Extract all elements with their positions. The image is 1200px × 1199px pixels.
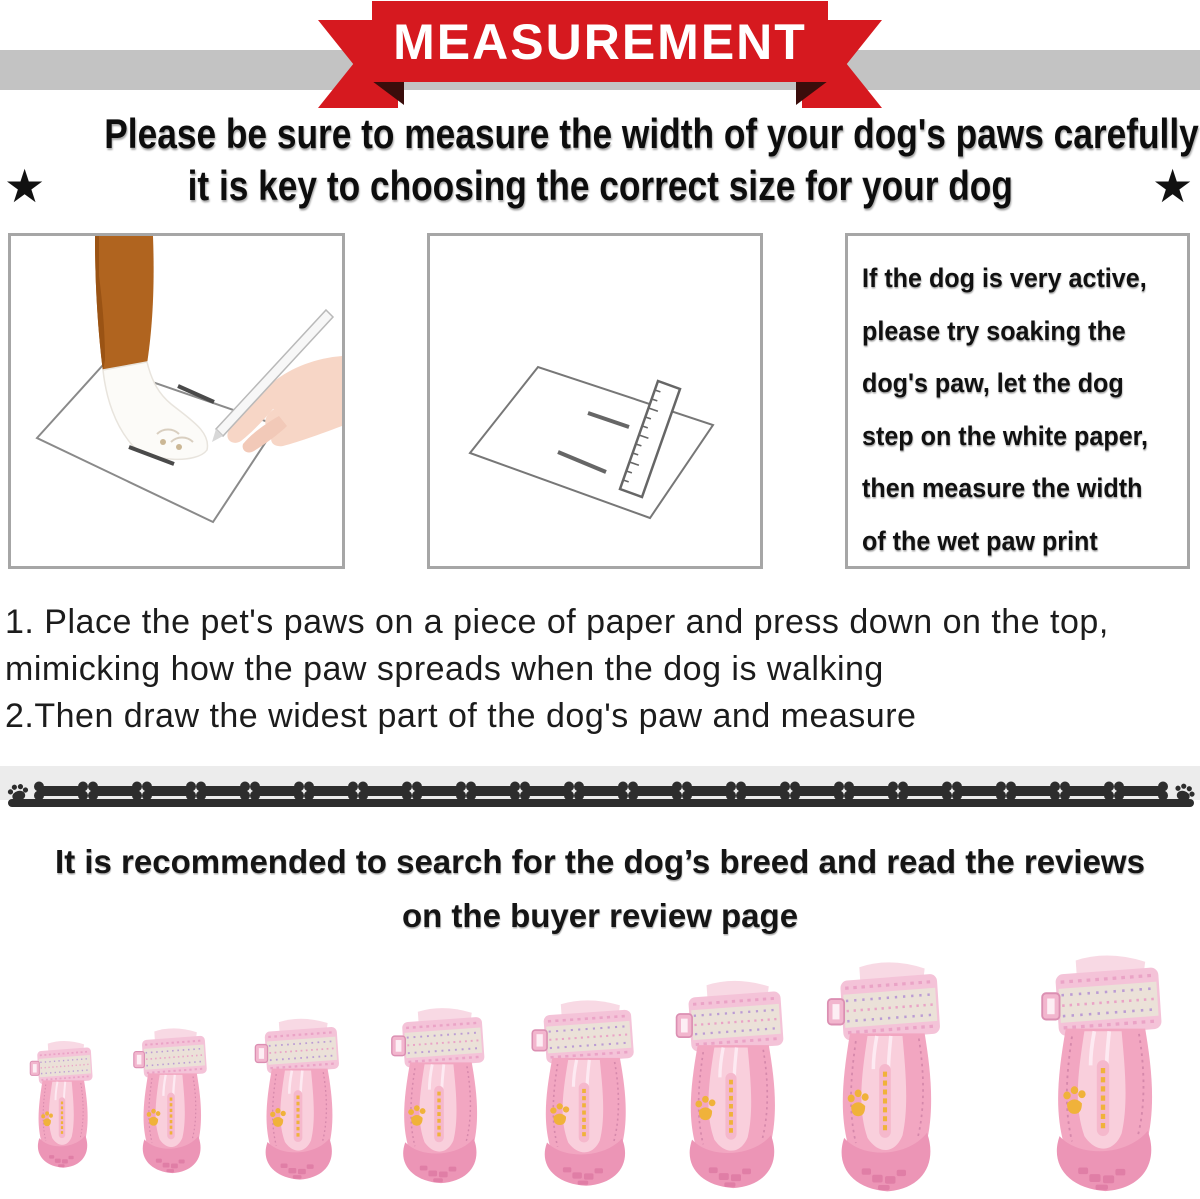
- recommendation-line-2: on the buyer review page: [401, 897, 799, 934]
- recommendation-line-1: It is recommended to search for the dog’s breed and read the reviews: [55, 843, 1145, 880]
- star-icon: ★: [1152, 160, 1194, 212]
- dog-boot-2: [130, 1025, 212, 1178]
- tip-line: If the dog is very active,: [862, 263, 1147, 293]
- heading-line-2: it is key to choosing the correct size for your dog: [187, 162, 1013, 209]
- instruction-line: 1. Place the pet's paws on a piece of paper and press down on the top,: [5, 603, 1109, 641]
- dog-boot-3: [251, 1015, 345, 1185]
- dog-boot-4: [387, 1004, 491, 1189]
- tip-line: dog's paw, let the dog: [862, 368, 1124, 398]
- dog-boot-8: [1036, 950, 1170, 1199]
- instruction-line: mimicking how the paw spreads when the dog is walking: [5, 650, 884, 688]
- dog-boot-6: [671, 976, 791, 1195]
- dog-boot-1: [27, 1038, 97, 1172]
- tip-line: then measure the width: [862, 473, 1143, 503]
- heading-line-1: Please be sure to measure the width of your dog's paws carefully: [104, 110, 1199, 157]
- tip-line: please try soaking the: [862, 315, 1126, 346]
- star-icon: ★: [4, 160, 46, 212]
- banner-title: MEASUREMENT: [393, 13, 807, 70]
- instruction-line: 2.Then draw the widest part of the dog's paw and measure: [5, 697, 917, 735]
- tip-line: of the wet paw print: [862, 525, 1098, 556]
- dog-boot-5: [527, 996, 641, 1192]
- tip-line: step on the white paper,: [862, 420, 1149, 451]
- dog-boot-7: [822, 957, 948, 1199]
